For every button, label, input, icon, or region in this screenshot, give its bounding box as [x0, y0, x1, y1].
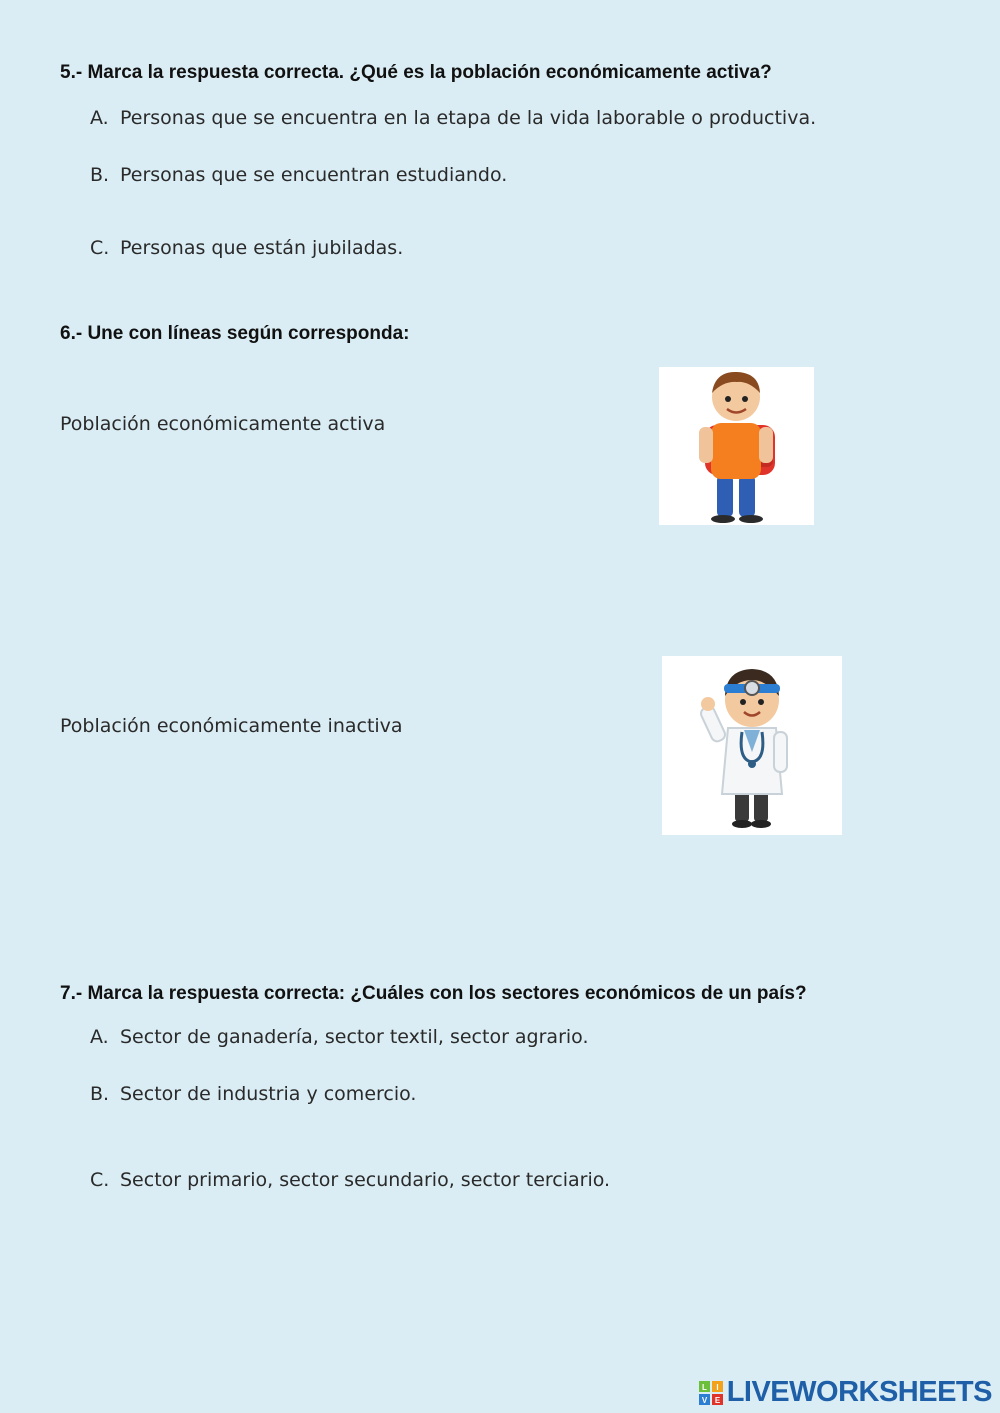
q5-option-b[interactable]: [90, 164, 507, 186]
option-text: Sector primario, sector secundario, sector terciario.: [120, 1169, 611, 1191]
option-text: Personas que se encuentra en la etapa de la vida laborable o productiva.: [120, 107, 817, 129]
question-6-title: 6.- Une con líneas según corresponda:: [60, 323, 410, 344]
question-7-title: 7.- Marca la respuesta correcta: ¿Cuáles con los sectores económicos de un país?: [60, 983, 807, 1004]
q5-option-c[interactable]: [90, 237, 403, 259]
q5-option-a[interactable]: [90, 107, 816, 129]
q7-option-a[interactable]: [90, 1026, 589, 1048]
liveworksheets-mark-icon: [699, 1381, 723, 1405]
option-letter: C.: [90, 237, 110, 259]
svg-text:E: E: [714, 1395, 720, 1405]
option-text: Sector de industria y comercio.: [120, 1083, 417, 1105]
option-text: Personas que están jubiladas.: [120, 237, 404, 259]
doctor-boy-icon: [662, 656, 842, 835]
svg-text:L: L: [701, 1382, 707, 1392]
svg-text:I: I: [716, 1382, 719, 1392]
option-letter: B.: [90, 164, 110, 186]
q7-option-b[interactable]: [90, 1083, 416, 1105]
doctor-image[interactable]: [662, 656, 842, 835]
match-label-active[interactable]: Población económicamente activa: [60, 413, 386, 435]
option-letter: A.: [90, 1026, 109, 1048]
match-label-inactive[interactable]: Población económicamente inactiva: [60, 715, 403, 737]
q7-option-c[interactable]: [90, 1169, 610, 1191]
liveworksheets-logo: [699, 1376, 992, 1409]
option-text: Personas que se encuentran estudiando.: [120, 164, 508, 186]
option-text: Sector de ganadería, sector textil, sector agrario.: [120, 1026, 589, 1048]
option-letter: B.: [90, 1083, 110, 1105]
option-letter: A.: [90, 107, 109, 129]
question-5-title: 5.- Marca la respuesta correcta. ¿Qué es la población económicamente activa?: [60, 62, 772, 83]
student-boy-icon: [659, 367, 814, 525]
svg-text:V: V: [701, 1395, 707, 1405]
option-letter: C.: [90, 1169, 110, 1191]
brand-name: LIVEWORKSHEETS: [726, 1376, 992, 1408]
student-image[interactable]: [659, 367, 814, 525]
